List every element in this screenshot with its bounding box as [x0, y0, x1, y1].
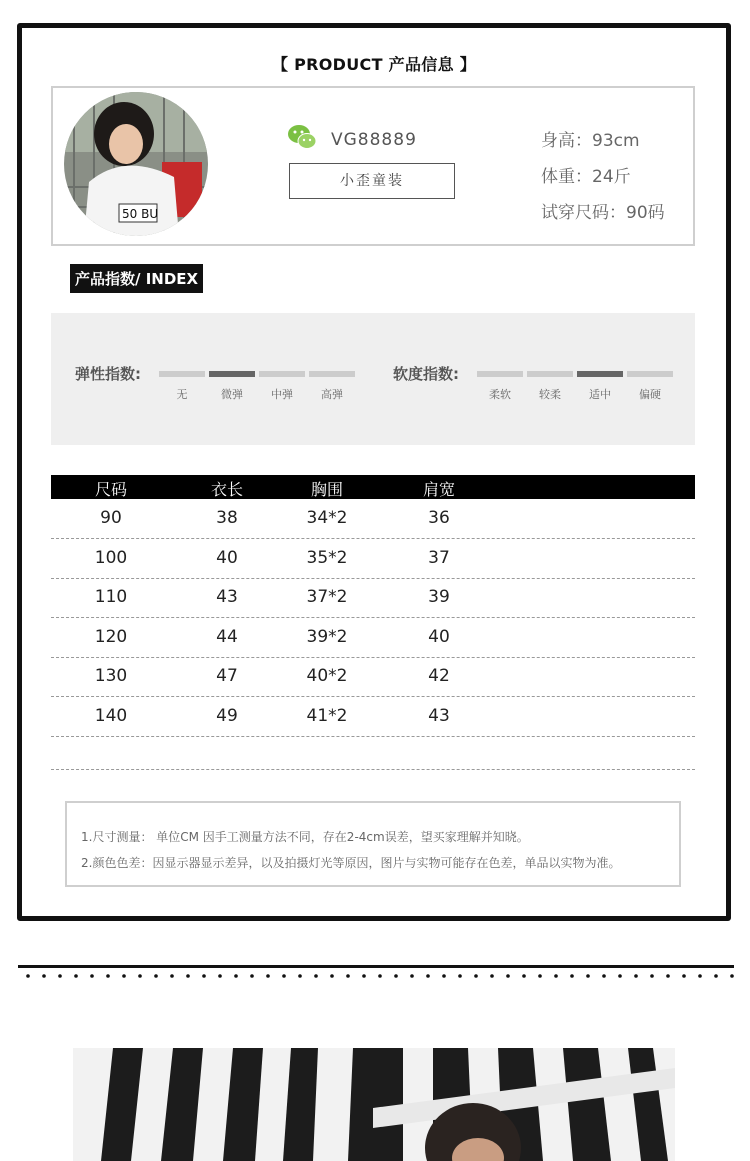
divider-dot	[682, 974, 686, 978]
divider-dot	[474, 974, 478, 978]
shop-id: VG88889	[331, 130, 417, 150]
softness-seg-0	[477, 371, 523, 377]
softness-seg-2	[577, 371, 623, 377]
divider-dot	[106, 974, 110, 978]
softness-label-0: 柔软	[489, 388, 511, 401]
divider-dot	[154, 974, 158, 978]
softness-seg-3	[627, 371, 673, 377]
elasticity-title: 弹性指数:	[75, 365, 141, 383]
divider-dot	[554, 974, 558, 978]
cell-size: 120	[94, 627, 128, 647]
cell-length: 43	[216, 587, 238, 607]
softness-seg-1	[527, 371, 573, 377]
divider-dot	[42, 974, 46, 978]
divider-dot	[186, 974, 190, 978]
cell-chest: 41*2	[306, 706, 348, 726]
index-label: 产品指数/ INDEX	[70, 264, 203, 293]
divider-dot	[538, 974, 542, 978]
cell-length: 47	[216, 666, 238, 686]
cell-size: 140	[94, 706, 128, 726]
table-row	[51, 657, 695, 697]
header-shoulder: 肩宽	[422, 480, 455, 499]
cell-length: 38	[216, 508, 238, 528]
notes-box	[65, 801, 681, 887]
cell-shoulder: 43	[428, 706, 450, 726]
divider-dot	[570, 974, 574, 978]
softness-label-3: 偏硬	[639, 388, 661, 401]
divider-dot	[698, 974, 702, 978]
divider-dot	[330, 974, 334, 978]
divider-dot	[74, 974, 78, 978]
elasticity-seg-2	[259, 371, 305, 377]
divider-dot	[266, 974, 270, 978]
cell-shoulder: 42	[428, 666, 450, 686]
cell-length: 49	[216, 706, 238, 726]
note-measurement: 1.尺寸测量： 单位CM 因手工测量方法不同，存在2-4cm误差，望买家理解并知晓。	[81, 830, 529, 844]
divider-dot	[634, 974, 638, 978]
elasticity-seg-0	[159, 371, 205, 377]
softness-label-1: 较柔	[539, 388, 561, 401]
model-photo	[64, 92, 208, 236]
divider-dot	[346, 974, 350, 978]
cell-chest: 39*2	[306, 627, 348, 647]
divider-dot	[234, 974, 238, 978]
divider-dot	[218, 974, 222, 978]
softness-title: 软度指数:	[393, 365, 459, 383]
divider-dot	[282, 974, 286, 978]
divider-dot	[458, 974, 462, 978]
size-table-header	[51, 475, 695, 499]
divider-dot	[26, 974, 30, 978]
cell-shoulder: 40	[428, 627, 450, 647]
cell-length: 40	[216, 548, 238, 568]
table-row-empty	[51, 731, 695, 770]
product-info-box	[51, 86, 695, 246]
cell-shoulder: 36	[428, 508, 450, 528]
table-row	[51, 618, 695, 658]
elasticity-label-3: 高弹	[321, 388, 343, 401]
divider-dot	[170, 974, 174, 978]
header-chest: 胸围	[310, 480, 343, 499]
divider-dot	[650, 974, 654, 978]
photo-sign-text: 50 BU	[122, 207, 159, 221]
divider-dot	[250, 974, 254, 978]
divider-dot	[506, 974, 510, 978]
divider-dot	[298, 974, 302, 978]
elasticity-seg-1	[209, 371, 255, 377]
cell-size: 130	[94, 666, 128, 686]
cell-size: 110	[94, 587, 128, 607]
wechat-icon	[287, 122, 317, 152]
divider-dot	[90, 974, 94, 978]
divider-dot	[410, 974, 414, 978]
cell-chest: 37*2	[306, 587, 348, 607]
elasticity-seg-3	[309, 371, 355, 377]
divider-dot	[202, 974, 206, 978]
divider-dot	[426, 974, 430, 978]
divider-dot	[442, 974, 446, 978]
note-color: 2.颜色色差：因显示器显示差异，以及拍摄灯光等原因，图片与实物可能存在色差，单品以实物为准。	[81, 856, 621, 870]
model-size: 试穿尺码：90码	[541, 203, 665, 223]
divider-dot	[602, 974, 606, 978]
header-size: 尺码	[94, 480, 127, 499]
elasticity-label-1: 微弹	[221, 388, 243, 401]
cell-length: 44	[216, 627, 238, 647]
product-photo	[73, 1048, 675, 1161]
elasticity-label-2: 中弹	[271, 388, 293, 401]
softness-label-2: 适中	[589, 388, 611, 401]
divider-dot	[138, 974, 142, 978]
cell-shoulder: 39	[428, 587, 450, 607]
divider-dot	[122, 974, 126, 978]
header-length: 衣长	[210, 480, 243, 499]
model-weight: 体重：24斤	[541, 167, 631, 187]
cell-chest: 35*2	[306, 548, 348, 568]
model-height: 身高：93cm	[541, 131, 640, 151]
cell-chest: 40*2	[306, 666, 348, 686]
table-row	[51, 499, 695, 539]
table-row	[51, 578, 695, 618]
shop-name-button[interactable]: 小歪童装	[289, 163, 455, 199]
cell-size: 100	[94, 548, 128, 568]
divider-dot	[394, 974, 398, 978]
section-title: 【 PRODUCT 产品信息 】	[271, 55, 477, 74]
divider-dot	[314, 974, 318, 978]
divider-dot	[378, 974, 382, 978]
divider-dot	[522, 974, 526, 978]
cell-size: 90	[100, 508, 122, 528]
divider-dot	[730, 974, 734, 978]
elasticity-label-0: 无	[176, 388, 188, 401]
divider-dot	[58, 974, 62, 978]
divider-dot	[586, 974, 590, 978]
cell-shoulder: 37	[428, 548, 450, 568]
divider-dot	[362, 974, 366, 978]
divider-dot	[666, 974, 670, 978]
divider-dot	[714, 974, 718, 978]
index-panel	[51, 313, 695, 445]
dotted-divider	[18, 964, 734, 978]
product-info-card	[17, 23, 731, 921]
cell-chest: 34*2	[306, 508, 348, 528]
divider-dot	[618, 974, 622, 978]
table-row	[51, 539, 695, 579]
divider-dot	[490, 974, 494, 978]
